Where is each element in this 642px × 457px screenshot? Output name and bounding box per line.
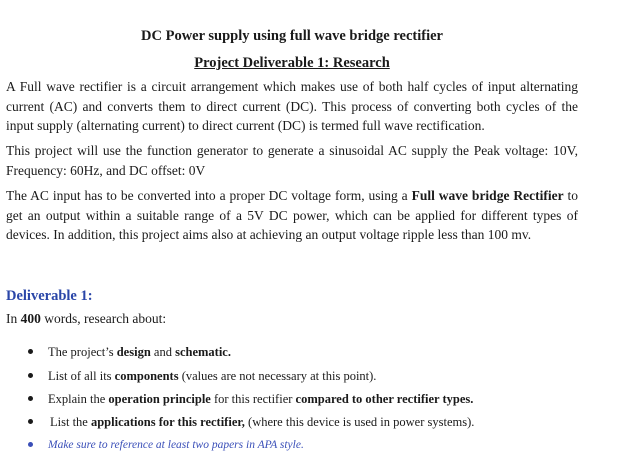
bullet-text: List of all its	[48, 369, 115, 383]
paragraph-goal-part1: The AC input has to be converted into a proper DC voltage form, using a	[6, 188, 412, 203]
bullet-text: (where this device is used in power systems).	[244, 415, 475, 429]
deliverable-heading: Deliverable 1:	[6, 288, 93, 304]
deliverable-intro	[6, 311, 166, 327]
paragraph-goal-bold: Full wave bridge Rectifier	[411, 188, 564, 203]
bullet-text: List the	[50, 415, 91, 429]
bullet-text: Explain the	[48, 392, 109, 406]
bullet-bold: schematic.	[175, 345, 231, 359]
intro-word-count: 400	[20, 311, 41, 326]
intro-prefix: In	[6, 311, 21, 326]
bullet-text: (values are not necessary at this point).	[178, 369, 377, 383]
bullet-icon	[28, 349, 33, 354]
bullet-text: The project’s	[48, 345, 117, 359]
paragraph-goal-part2: to get an output within a suitable range of a 5V DC power, which can be applied for different types of devices. In addition, this project aims also at achieving an output voltage ripple less than 100 mv.	[6, 188, 578, 242]
document-subtitle: Project Deliverable 1: Research	[194, 55, 390, 71]
paragraph-goal	[6, 186, 578, 245]
intro-suffix: words, research about:	[40, 311, 167, 326]
bullet-bold: compared to other rectifier types.	[295, 392, 474, 406]
paragraph-intro: A Full wave rectifier is a circuit arrangement which makes use of both half cycles of input alternating current (AC) and converts them to direct current (DC). This process of converting both cycles of the input supply (alternating current) to direct current (DC) is termed full wave rectification.	[6, 79, 578, 133]
bullet-bold: components	[114, 369, 179, 383]
bullet-bold: applications for this rectifier,	[90, 415, 245, 429]
paragraph-specs: This project will use the function generator to generate a sinusoidal AC supply the Peak voltage: 10V, Frequency: 60Hz, and DC offset: 0V	[6, 143, 578, 178]
bullet-icon	[28, 419, 33, 424]
bullet-text: for this rectifier	[210, 392, 296, 406]
document-title: DC Power supply using full wave bridge rectifier	[141, 28, 443, 44]
bullet-text: and	[150, 345, 176, 359]
bullet-icon	[28, 396, 33, 401]
bullet-bold: operation principle	[108, 392, 211, 406]
bullet-icon	[28, 442, 33, 447]
bullet-bold: design	[116, 345, 151, 359]
bullet-note: Make sure to reference at least two papers in APA style.	[48, 439, 304, 451]
bullet-icon	[28, 373, 33, 378]
